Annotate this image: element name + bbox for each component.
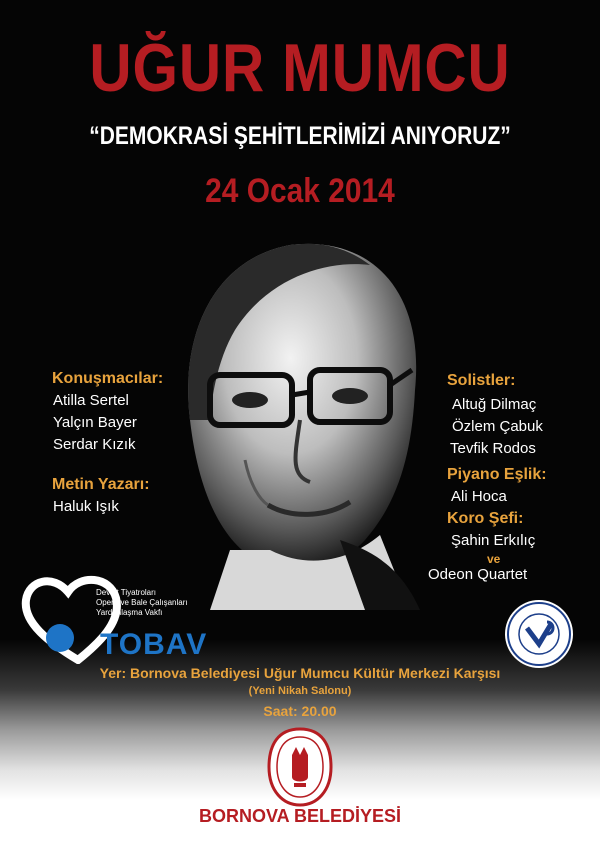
speaker-name: Yalçın Bayer [53, 414, 137, 431]
choir-label: Koro Şefi: [447, 510, 524, 527]
municipality-name: BORNOVA BELEDİYESİ [198, 806, 402, 826]
piano-name: Ali Hoca [451, 488, 507, 505]
tobav-line: Opera ve Bale Çalışanları [96, 598, 188, 607]
speaker-name: Atilla Sertel [53, 392, 129, 409]
tobav-line: Yardımlaşma Vakfı [96, 608, 163, 617]
event-time: Saat: 20.00 [263, 703, 337, 719]
quartet-name: Odeon Quartet [428, 566, 528, 583]
event-subtitle: “DEMOKRASİ ŞEHİTLERİMİZİ ANIYORUZ” [89, 122, 511, 150]
tobav-text [96, 588, 188, 618]
speakers-label: Konuşmacılar: [52, 370, 164, 387]
writer-label: Metin Yazarı: [52, 476, 150, 493]
venue-location: Yer: Bornova Belediyesi Uğur Mumcu Kültür Merkezi Karşısı [99, 665, 501, 681]
tobav-name: TOBAV [100, 628, 208, 661]
soloists-label: Solistler: [447, 372, 516, 389]
tobav-line: Devlet Tiyatroları [96, 588, 157, 597]
bornova-seal-logo [267, 727, 333, 807]
cydd-seal-logo [503, 598, 575, 670]
writer-name: Haluk Işık [53, 498, 119, 515]
event-date: 24 Ocak 2014 [205, 172, 395, 210]
speaker-name: Serdar Kızık [53, 436, 136, 453]
piano-label: Piyano Eşlik: [447, 466, 547, 483]
soloist-name: Özlem Çabuk [452, 418, 543, 435]
portrait-image [150, 220, 450, 610]
soloist-name: Tevfik Rodos [450, 440, 536, 457]
soloist-name: Altuğ Dilmaç [452, 396, 537, 413]
venue-subtitle: (Yeni Nikah Salonu) [248, 685, 352, 697]
event-title: UĞUR MUMCU [89, 30, 511, 106]
ve-label: ve [487, 552, 501, 566]
choir-name: Şahin Erkılıç [451, 532, 536, 549]
